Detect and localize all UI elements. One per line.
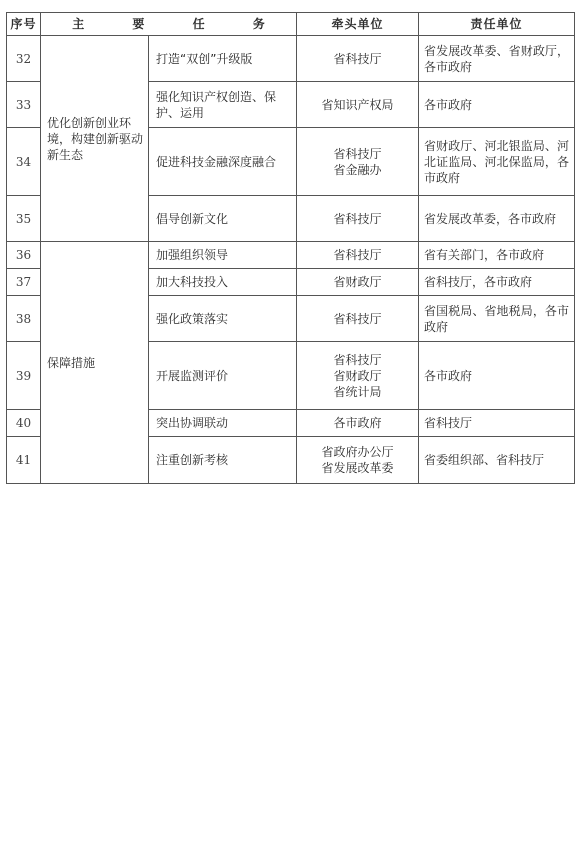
row-number: 35 [7,196,41,242]
lead-unit: 省统计局 [333,384,382,399]
category-cell: 保障措施 [41,242,149,484]
lead-unit: 省科技厅 [333,51,382,66]
task-cell: 强化政策落实 [149,296,297,342]
responsible-unit-cell: 省科技厅，各市政府 [419,269,575,296]
responsible-unit-cell: 各市政府 [419,342,575,410]
lead-unit: 省发展改革委 [321,461,394,475]
header-resp: 责任单位 [419,13,575,36]
lead-unit-cell [297,82,419,128]
row-number: 37 [7,269,41,296]
task-cell: 促进科技金融深度融合 [149,128,297,196]
lead-unit: 省政府办公厅 [321,445,394,459]
responsible-unit-cell: 省有关部门，各市政府 [419,242,575,269]
responsible-unit-cell: 省国税局、省地税局，各市政府 [419,296,575,342]
task-table [6,12,575,484]
responsible-unit-cell: 省发展改革委，各市政府 [419,196,575,242]
row-number: 38 [7,296,41,342]
lead-unit-cell [297,342,419,410]
lead-unit: 省科技厅 [333,352,382,367]
lead-unit: 各市政府 [333,416,382,430]
lead-unit: 省科技厅 [333,248,382,262]
task-cell: 加强组织领导 [149,242,297,269]
header-task: 主 要 任 务 [41,13,297,36]
lead-unit-cell [297,196,419,242]
responsible-unit-cell: 省财政厅、河北银监局、河北证监局、河北保监局，各市政府 [419,128,575,196]
table-row [7,36,575,82]
row-number: 41 [7,437,41,484]
task-cell: 强化知识产权创造、保护、运用 [149,82,297,128]
task-cell: 加大科技投入 [149,269,297,296]
row-number: 36 [7,242,41,269]
responsible-unit-cell: 省发展改革委、省财政厅，各市政府 [419,36,575,82]
lead-unit: 省财政厅 [333,275,382,289]
responsible-unit-cell: 各市政府 [419,82,575,128]
category-cell: 优化创新创业环境，构建创新驱动新生态 [41,36,149,242]
row-number: 34 [7,128,41,196]
responsible-unit-cell: 省委组织部、省科技厅 [419,437,575,484]
header-row [7,13,575,36]
lead-unit-cell [297,437,419,484]
row-number: 33 [7,82,41,128]
lead-unit-cell [297,128,419,196]
task-cell: 打造“双创”升级版 [149,36,297,82]
task-cell: 倡导创新文化 [149,196,297,242]
header-lead: 牵头单位 [297,13,419,36]
row-number: 39 [7,342,41,410]
lead-unit-cell [297,296,419,342]
lead-unit-cell [297,242,419,269]
row-number: 32 [7,36,41,82]
lead-unit-cell [297,410,419,437]
task-cell: 突出协调联动 [149,410,297,437]
task-cell: 注重创新考核 [149,437,297,484]
row-number: 40 [7,410,41,437]
lead-unit-cell [297,36,419,82]
lead-unit: 省金融办 [333,162,382,177]
task-cell: 开展监测评价 [149,342,297,410]
lead-unit: 省知识产权局 [321,97,394,112]
responsible-unit-cell: 省科技厅 [419,410,575,437]
lead-unit-cell [297,269,419,296]
lead-unit: 省财政厅 [333,368,382,383]
lead-unit: 省科技厅 [333,146,382,161]
header-num: 序号 [7,13,41,36]
table-row [7,242,575,269]
lead-unit: 省科技厅 [333,211,382,226]
lead-unit: 省科技厅 [333,311,382,326]
